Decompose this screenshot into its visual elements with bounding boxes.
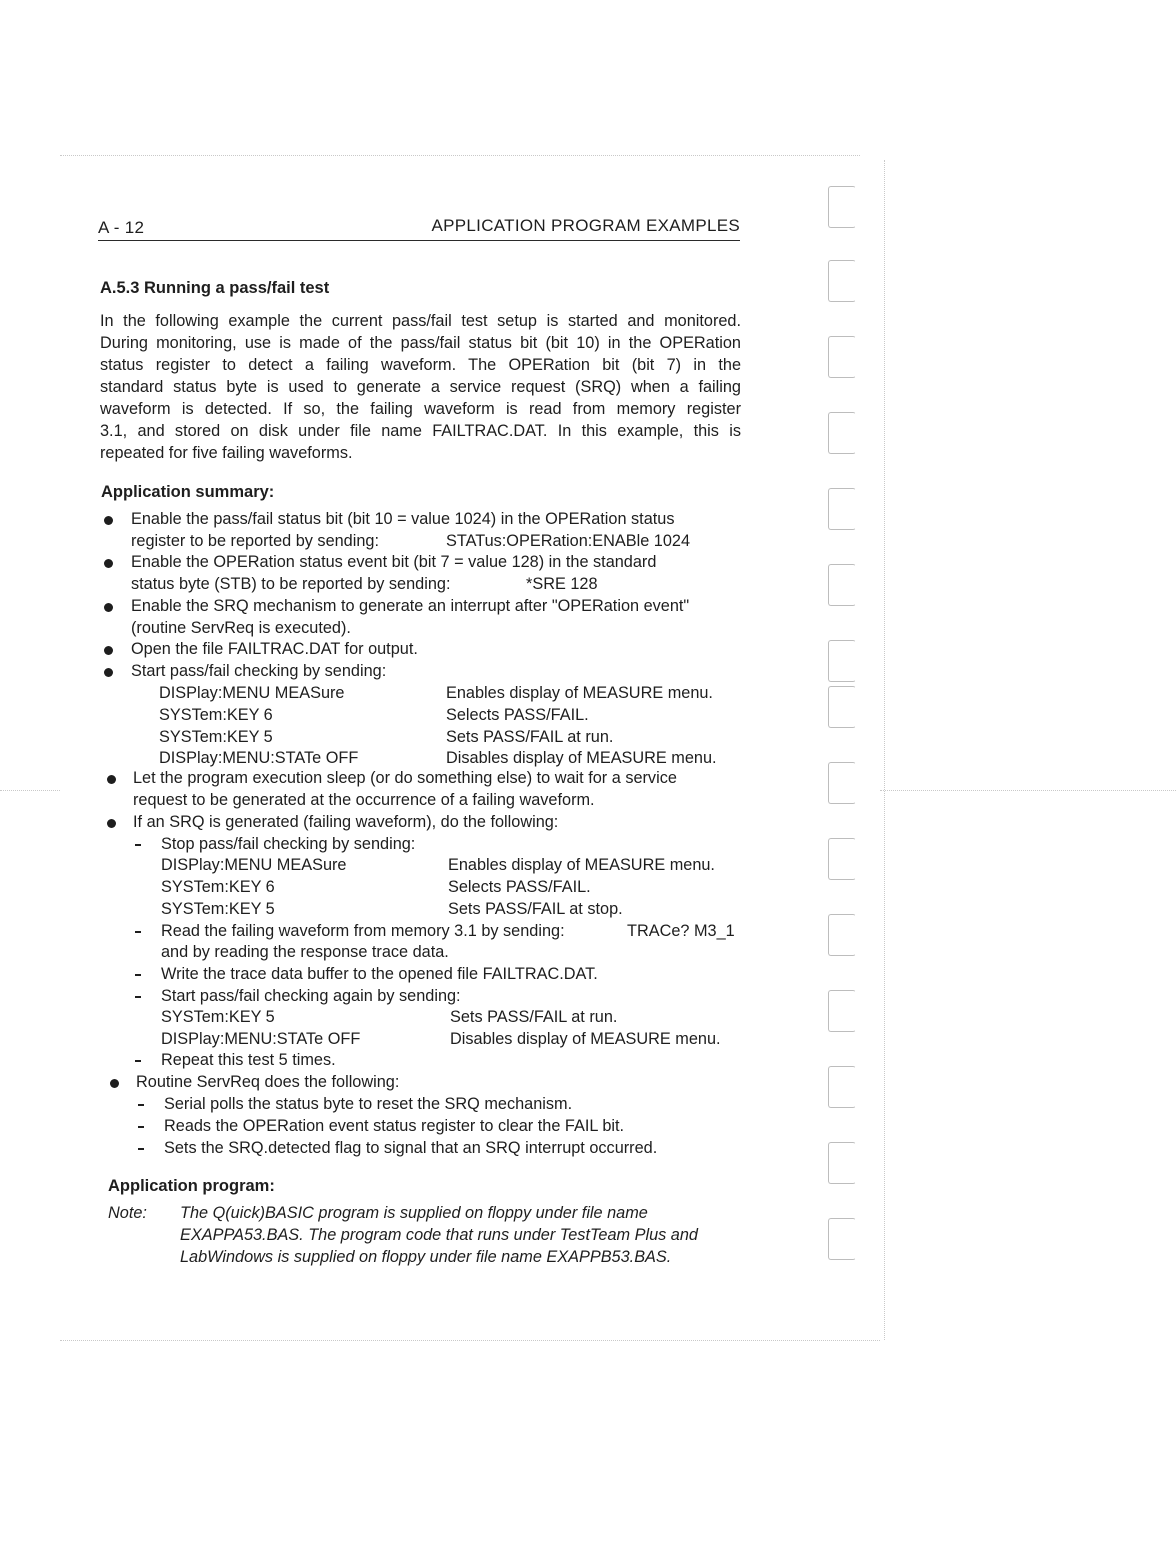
bullet-6-line-2: request to be generated at the occurrence of a failing waveform. [133,791,595,809]
binder-holes [828,186,872,1306]
note-line-1: The Q(uick)BASIC program is supplied on floppy under file name [180,1204,648,1222]
command-description: Sets PASS/FAIL at run. [450,1008,618,1026]
bullet-8-text: Routine ServReq does the following: [136,1073,400,1091]
dash-icon [138,1126,144,1128]
command-name: SYSTem:KEY 5 [161,1008,275,1026]
command-name: DISPlay:MENU MEASure [159,684,345,702]
scan-border-bottom [60,1340,880,1341]
dash-icon [135,1060,141,1062]
bullet-icon [104,646,113,655]
command-description: Disables display of MEASURE menu. [450,1030,721,1048]
command-description: Disables display of MEASURE menu. [446,749,717,767]
header-title: APPLICATION PROGRAM EXAMPLES [431,216,740,235]
sub-item-text: Stop pass/fail checking by sending: [161,835,416,853]
command-description: Sets PASS/FAIL at run. [446,728,614,746]
sub-item-text: and by reading the response trace data. [161,943,449,961]
dash-icon [135,931,141,933]
sub-item-text: Start pass/fail checking again by sending: [161,987,461,1005]
bullet-3-line-1: Enable the SRQ mechanism to generate an interrupt after "OPERation event" [131,597,690,615]
bullet-3-line-2: (routine ServReq is executed). [131,619,351,637]
bullet-1-command: STATus:OPERation:ENABle 1024 [446,532,691,550]
command-name: SYSTem:KEY 5 [159,728,273,746]
note-label: Note: [108,1204,147,1222]
command-description: Sets PASS/FAIL at stop. [448,900,623,918]
command-description: Enables display of MEASURE menu. [448,856,715,874]
summary-heading: Application summary: [101,483,275,501]
bullet-2-line-2: status byte (STB) to be reported by sending: [131,575,451,593]
command-description: Selects PASS/FAIL. [446,706,589,724]
command-description: Enables display of MEASURE menu. [446,684,713,702]
scan-mark-right [880,790,1176,791]
sub-item-text: Repeat this test 5 times. [161,1051,336,1069]
dash-icon [135,974,141,976]
bullet-4-text: Open the file FAILTRAC.DAT for output. [131,640,418,658]
scan-border-right [884,160,885,1340]
command-name: SYSTem:KEY 5 [161,900,275,918]
section-heading: A.5.3 Running a pass/fail test [100,279,330,297]
dash-icon [138,1148,144,1150]
bullet-icon [104,559,113,568]
bullet-icon [110,1079,119,1088]
bullet-1-line-1: Enable the pass/fail status bit (bit 10 = value 1024) in the OPERation status [131,510,675,528]
bullet-2-command: *SRE 128 [526,575,598,593]
program-heading: Application program: [108,1177,275,1195]
command-name: SYSTem:KEY 6 [161,878,275,896]
intro-line: In the following example the current pass/fail test setup is started and monitored. [100,312,741,330]
dash-icon [135,996,141,998]
page-header [98,216,740,241]
command-name: DISPlay:MENU:STATe OFF [161,1030,361,1048]
command-name: DISPlay:MENU:STATe OFF [159,749,359,767]
bullet-5-text: Start pass/fail checking by sending: [131,662,387,680]
sub-item-text: Write the trace data buffer to the opened file FAILTRAC.DAT. [161,965,598,983]
note-line-2: EXAPPA53.BAS. The program code that runs under TestTeam Plus and [180,1226,698,1244]
intro-paragraph [100,310,741,464]
intro-line: status register to detect a failing waveform. The OPERation bit (bit 7) in the [100,356,741,374]
dash-icon [138,1104,144,1106]
sub-item-text: Sets the SRQ.detected flag to signal that an SRQ interrupt occurred. [164,1139,658,1157]
intro-line: During monitoring, use is made of the pass/fail status bit (bit 10) in the OPERation [100,334,741,352]
sub-item-text: Read the failing waveform from memory 3.1 by sending: [161,922,565,940]
note-line-3: LabWindows is supplied on floppy under file name EXAPPB53.BAS. [180,1248,672,1266]
bullet-7-text: If an SRQ is generated (failing waveform), do the following: [133,813,559,831]
bullet-icon [104,668,113,677]
sub-item-text: Reads the OPERation event status register to clear the FAIL bit. [164,1117,625,1135]
bullet-6-line-1: Let the program execution sleep (or do something else) to wait for a service [133,769,677,787]
command-name: DISPlay:MENU MEASure [161,856,347,874]
bullet-1-line-2: register to be reported by sending: [131,532,379,550]
bullet-icon [104,603,113,612]
bullet-icon [107,775,116,784]
intro-line: waveform is detected. If so, the failing waveform is read from memory register [100,400,741,418]
intro-line: repeated for five failing waveforms. [100,444,353,462]
bullet-icon [104,516,113,525]
bullet-icon [107,819,116,828]
command-name: SYSTem:KEY 6 [159,706,273,724]
command-name: TRACe? M3_1 [627,922,735,940]
scan-mark-left [0,790,60,791]
scan-border-top [60,155,860,156]
dash-icon [135,844,141,846]
bullet-2-line-1: Enable the OPERation status event bit (bit 7 = value 128) in the standard [131,553,657,571]
intro-line: 3.1, and stored on disk under file name FAILTRAC.DAT. In this example, this is [100,422,741,440]
command-description: Selects PASS/FAIL. [448,878,591,896]
intro-line: standard status byte is used to generate a service request (SRQ) when a failing [100,378,741,396]
page-number: A - 12 [98,218,145,237]
sub-item-text: Serial polls the status byte to reset the SRQ mechanism. [164,1095,573,1113]
